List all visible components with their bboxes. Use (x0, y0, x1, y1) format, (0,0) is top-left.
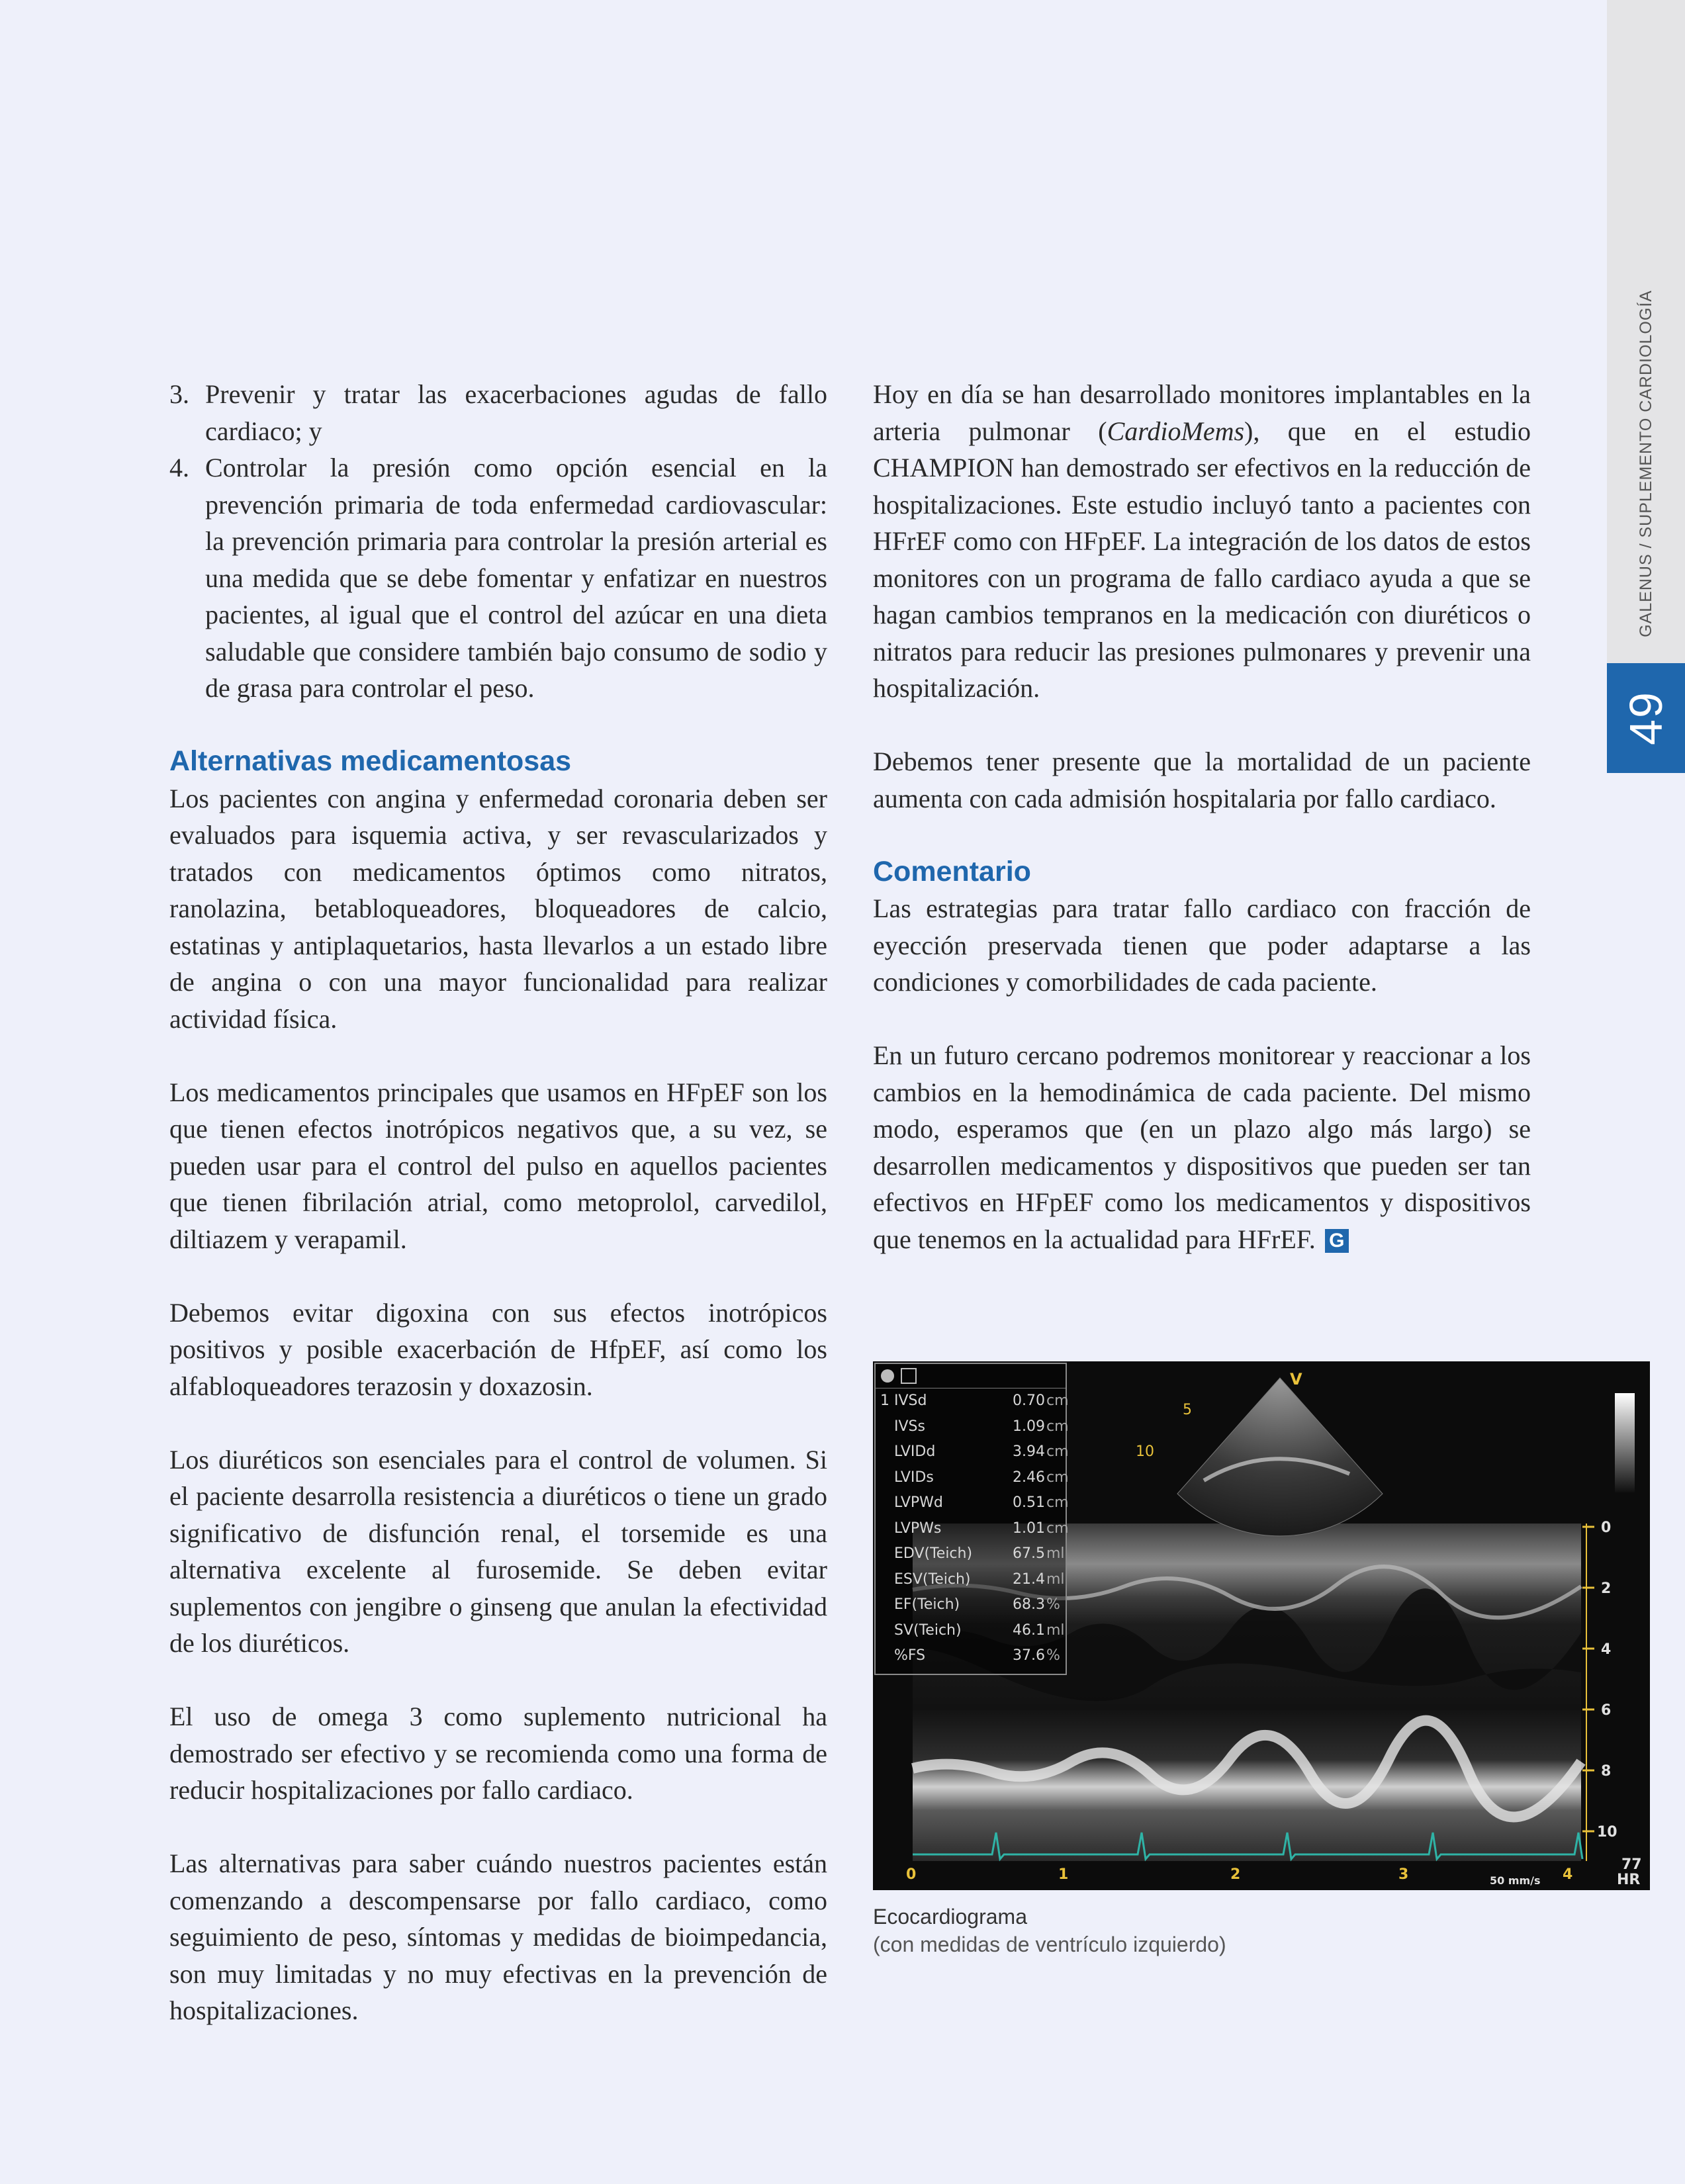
depth-label: 6 (1601, 1702, 1612, 1719)
time-label: 2 (1230, 1866, 1241, 1883)
heart-rate-value: 77 (1621, 1856, 1642, 1873)
measurement-row: %FS 37.6 % (894, 1647, 1060, 1664)
page-number: 49 (1620, 691, 1672, 745)
sector-label-v: V (1290, 1370, 1302, 1388)
running-head-text: GALENUS / SUPLEMENTO CARDIOLOGÍA (1636, 289, 1655, 637)
measurement-row: LVIDd 3.94 cm (894, 1443, 1069, 1460)
depth-label: 8 (1601, 1763, 1612, 1780)
depth-label: 10 (1597, 1824, 1617, 1841)
section-heading: Comentario (873, 855, 1031, 887)
paragraph: En un futuro cercano podremos monitorear y reaccionar a los cambios en la hemodinámica de cada paciente. Del mismo modo, esperamos que (en un plazo algo más largo) se desarrollen medicamentos y dispositivos que pueden ser tan efectivos en HFpEF como los medicamentos y dispositivos que tenemos en la actualidad para HFrEF. G (873, 1040, 1531, 1254)
measurement-row: ESV(Teich) 21.4 ml (894, 1570, 1065, 1588)
record-icon (881, 1369, 894, 1383)
time-label: 3 (1398, 1866, 1409, 1883)
depth-label: 4 (1601, 1641, 1612, 1658)
measurement-row: IVSs 1.09 cm (894, 1418, 1069, 1435)
sweep-speed-label: 50 mm/s (1490, 1874, 1541, 1887)
sector-label-10: 10 (1136, 1443, 1154, 1460)
list-item: 4. Controlar la presión como opción esencial en la prevención primaria de toda enfermedad cardiovascular: la prevención primaria para controlar la presión arterial es una medida que se debe fomentar y enfatizar en nuestros pacientes, al igual que el control del azúcar en una dieta saludable que considere también bajo consumo de sodio y de grasa para controlar el peso. (169, 453, 827, 703)
paragraph: Los medicamentos principales que usamos en HFpEF son los que tienen efectos inotrópicos negativos que, a su vez, se pueden usar para el control del pulso en aquellos pacientes que tienen fibrilación atrial, como metoprolol, carvedilol, diltiazem y verapamil. (169, 1077, 827, 1254)
running-head (1607, 275, 1685, 652)
depth-label: 2 (1601, 1580, 1612, 1597)
figure-caption (873, 1903, 1226, 1958)
paragraph: Los pacientes con angina y enfermedad coronaria deben ser evaluados para isquemia activa, y ser revascularizados y tratados con medicamentos óptimos como nitratos, ranolazina, betabloqueadores, bloqueadores de calcio, estatinas y antiplaquetarios, hasta llevarlos a un estado libre de angina o con una mayor funcionalidad para realizar actividad física. (169, 783, 827, 1034)
section-heading: Alternativas medicamentosas (169, 745, 572, 777)
measurement-row: EDV(Teich) 67.5 ml (894, 1545, 1065, 1562)
right-column (873, 376, 1531, 1295)
heart-rate-label: HR (1617, 1872, 1641, 1888)
paragraph: Debemos evitar digoxina con sus efectos inotrópicos positivos y posible exacerbación de HfpEF, así como los alfabloqueadores terazosin y doxazosin. (169, 1297, 827, 1401)
measurement-row: 1 IVSd 0.70 cm (880, 1392, 1069, 1409)
time-label: 4 (1563, 1866, 1573, 1883)
measurement-row: LVPWs 1.01 cm (894, 1520, 1069, 1537)
measurement-panel (874, 1363, 1067, 1675)
italic-term: CardioMems (1107, 416, 1245, 446)
sector-label-5: 5 (1183, 1402, 1192, 1418)
grey-scale-bar (1615, 1393, 1635, 1492)
measurement-row: SV(Teich) 46.1 ml (894, 1621, 1065, 1639)
paragraph: Las alternativas para saber cuándo nuestros pacientes están comenzando a descompensarse por fallo cardiaco, como seguimiento de peso, síntomas y medidas de bioimpedancia, son muy limitadas y no muy efectivas en la prevención de hospitalizaciones. (169, 1848, 827, 2025)
paragraph: Debemos tener presente que la mortalidad de un paciente aumenta con cada admisión hospitalaria por fallo cardiaco. (873, 747, 1531, 813)
depth-label: 0 (1601, 1520, 1612, 1536)
paragraph: Hoy en día se han desarrollado monitores implantables en la arteria pulmonar (CardioMems), que en el estudio CHAMPION han demostrado ser efectivos en la reducción de hospitalizaciones. Este estudio incluyó tanto a pacientes con HFrEF como con HFpEF. La integración de los datos de estos monitores con un programa de fallo cardiaco ayuda a que se hagan cambios tempranos en la medicación con diuréticos o nitratos para reducir las presiones pulmonares y prevenir una hospitalización. (873, 379, 1531, 703)
measurement-row: LVPWd 0.51 cm (894, 1494, 1069, 1511)
depth-ticks (1582, 1527, 1594, 1831)
left-column (169, 376, 827, 2066)
paragraph: Los diuréticos son esenciales para el control de volumen. Si el paciente desarrolla resistencia a diuréticos o tiene un grado significativo de disfunción renal, el torsemide es una alternativa excelente al furosemide. Se deben evitar suplementos con jengibre o ginseng que anulan la efectividad de los diuréticos. (169, 1444, 827, 1658)
galenus-end-mark: G (1325, 1229, 1349, 1253)
calculator-icon (901, 1368, 917, 1384)
page-number-box (1607, 663, 1685, 773)
paragraph: El uso de omega 3 como suplemento nutricional ha demostrado ser efectivo y se recomienda como una forma de reducir hospitalizaciones por fallo cardiaco. (169, 1702, 827, 1805)
list-item: 3. Prevenir y tratar las exacerbaciones agudas de fallo cardiaco; y (169, 379, 827, 446)
caption-title: Ecocardiograma (873, 1905, 1027, 1929)
echocardiogram-image (873, 1361, 1650, 1890)
measurement-panel-header (876, 1364, 1066, 1388)
caption-subtitle: (con medidas de ventrículo izquierdo) (873, 1933, 1226, 1956)
numbered-list (169, 376, 827, 707)
paragraph: Las estrategias para tratar fallo cardiaco con fracción de eyección preservada tienen que poder adaptarse a las condiciones y comorbilidades de cada paciente. (873, 893, 1531, 997)
measurement-row: EF(Teich) 68.3 % (894, 1596, 1060, 1613)
measurement-row: LVIDs 2.46 cm (894, 1469, 1069, 1486)
time-label: 1 (1058, 1866, 1069, 1883)
time-label: 0 (906, 1866, 917, 1883)
